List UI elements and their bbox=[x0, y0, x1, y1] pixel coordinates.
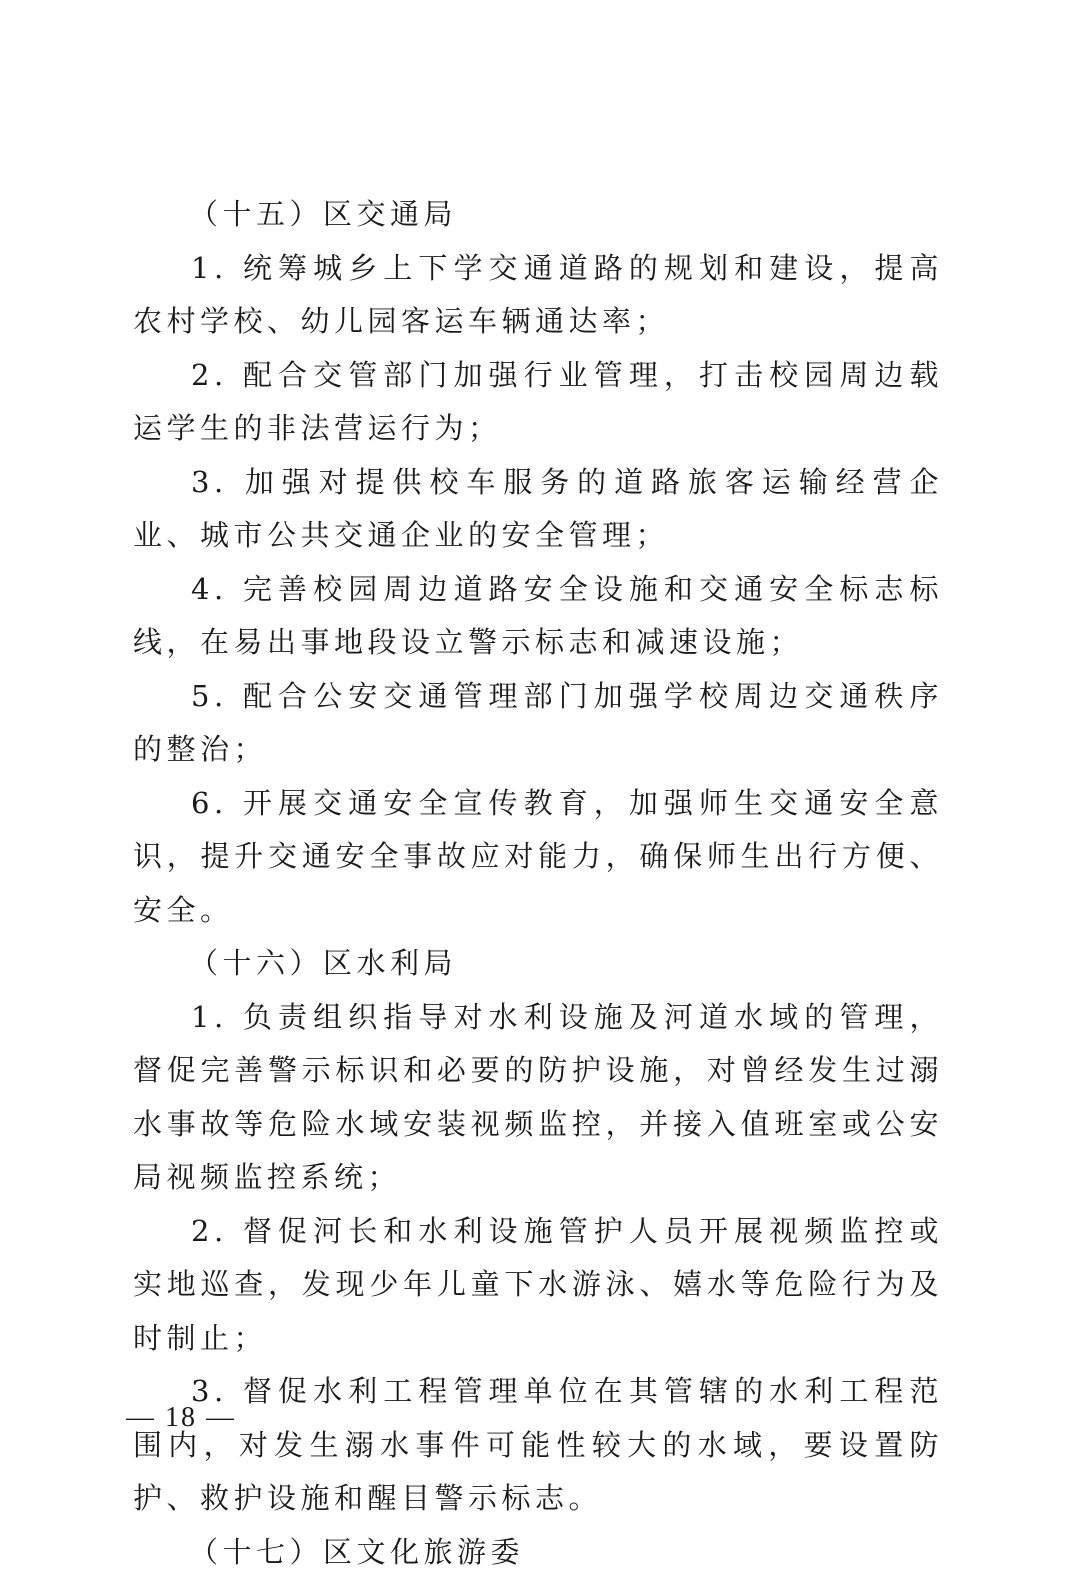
section-heading-water: （十六）区水利局 bbox=[133, 937, 943, 991]
transport-item-2: 2. 配合交管部门加强行业管理，打击校园周边载运学生的非法营运行为； bbox=[133, 349, 943, 456]
section-heading-transport: （十五）区交通局 bbox=[133, 188, 943, 242]
transport-item-4: 4. 完善校园周边道路安全设施和交通安全标志标线，在易出事地段设立警示标志和减速设施； bbox=[133, 563, 943, 670]
water-item-2: 2. 督促河长和水利设施管护人员开展视频监控或实地巡查，发现少年儿童下水游泳、嬉水等危险行为及时制止； bbox=[133, 1205, 943, 1366]
transport-item-3: 3. 加强对提供校车服务的道路旅客运输经营企业、城市公共交通企业的安全管理； bbox=[133, 456, 943, 563]
water-item-1: 1. 负责组织指导对水利设施及河道水域的管理，督促完善警示标识和必要的防护设施，对曾经发生过溺水事故等危险水域安装视频监控，并接入值班室或公安局视频监控系统； bbox=[133, 991, 943, 1205]
transport-item-1: 1. 统筹城乡上下学交通道路的规划和建设，提高农村学校、幼儿园客运车辆通达率； bbox=[133, 242, 943, 349]
transport-item-6: 6. 开展交通安全宣传教育，加强师生交通安全意识，提升交通安全事故应对能力，确保师生出行方便、安全。 bbox=[133, 777, 943, 938]
water-item-3: 3. 督促水利工程管理单位在其管辖的水利工程范围内，对发生溺水事件可能性较大的水域，要设置防护、救护设施和醒目警示标志。 bbox=[133, 1365, 943, 1526]
page-number: — 18 — bbox=[126, 1398, 236, 1438]
transport-item-5: 5. 配合公安交通管理部门加强学校周边交通秩序的整治； bbox=[133, 670, 943, 777]
document-body bbox=[133, 188, 943, 1579]
section-heading-culture-tourism: （十七）区文化旅游委 bbox=[133, 1526, 943, 1579]
